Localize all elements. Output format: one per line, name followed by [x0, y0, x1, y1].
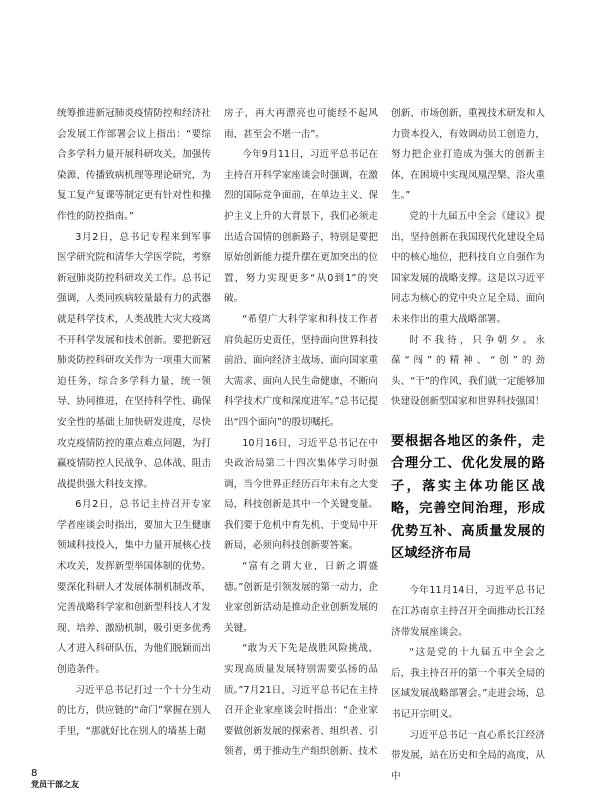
article-column-1 — [57, 104, 211, 742]
paragraph: 统筹推进新冠肺炎疫情防控和经济社会发展工作部署会议上指出：“要综合多学科力量开展科研攻关，加强传染源、传播致病机理等理论研究，为复工复产复课等制定更有针对性和操作性的防控指南。” — [57, 108, 211, 222]
paragraph: 今年9月11日，习近平总书记在主持召开科学家座谈会时强调，在激烈的国际竞争面前，在单边主义、保护主义上升的大背景下，我们必须走出适合国情的创新路子，特别是要把原始创新能力提升摆在更加突出的位置，努力实现更多“从0到1”的突破。 — [224, 149, 378, 305]
paragraph: 时不我待，只争朝夕。永葆“闯”的精神、“创”的劲头、“干”的作风，我们就一定能够加快建设创新型国家和世界科技强国！ — [391, 334, 545, 408]
magazine-name: 党员干部之友 — [31, 779, 79, 789]
article-column-2 — [224, 104, 378, 763]
paragraph: 3月2日，总书记专程来到军事医学研究院和清华大学医学院，考察新冠肺炎防控科研攻关工作。总书记强调，人类同疾病较量最有力的武器就是科学技术，人类战胜大灾大疫离不开科学发展和技术创新。要把新冠肺炎防控科研攻关作为一项重大而紧迫任务，综合多学科力量，统一领导、协同推进，在坚持科学性、确保安全性的基础上加快研发进度，尽快攻克疫情防控的重点难点问题，为打赢疫情防控人民战争、总体战、阻击战提供强大科技支撑。 — [57, 231, 211, 490]
column-3-bottom-text — [391, 581, 545, 787]
paragraph: 党的十九届五中全会《建议》提出，坚持创新在我国现代化建设全局中的核心地位，把科技自立自强作为国家发展的战略支撑。这是以习近平同志为核心的党中央立足全局、面向未来作出的重大战略部署。 — [391, 210, 545, 325]
paragraph: 习近平总书记一直心系长江经济带发展，站在历史和全局的高度，从中 — [391, 729, 545, 782]
paragraph: 创新、市场创新，重视技术研发和人力资本投入，有效调动员工创造力，努力把企业打造成为强大的创新主体，在困境中实现凤凰涅槃、浴火重生。” — [391, 108, 545, 202]
paragraph: 房子，再大再漂亮也可能经不起风雨，甚至会不堪一击”。 — [224, 108, 378, 140]
column-3-top-text — [391, 104, 545, 413]
paragraph: 今年11月14日，习近平总书记在江苏南京主持召开全面推动长江经济带发展座谈会。 — [391, 585, 545, 638]
page-number: 8 — [31, 768, 38, 779]
paragraph: 10月16日，习近平总书记在中央政治局第二十四次集体学习时强调，当今世界正经历百年未有之大变局，科技创新是其中一个关键变量。我们要于危机中育先机、于变局中开新局，必须向科技创新要答案。 — [224, 437, 378, 552]
paragraph: 6月2日，总书记主持召开专家学者座谈会时指出，要加大卫生健康领域科技投入，集中力量开展核心技术攻关，发挥新型举国体制的优势。要深化科研人才发展体制机制改革，完善战略科学家和创新型科技人才发现、培养、激励机制，吸引更多优秀人才进入科研队伍，为他们脱颖而出创造条件。 — [57, 499, 211, 676]
section-heading: 要根据各地区的条件，走合理分工、优化发展的路子，落实主体功能区战略，完善空间治理，形成优势互补、高质量发展的区域经济布局 — [391, 433, 545, 561]
article-column-3 — [391, 104, 545, 787]
paragraph: “敢为天下先是战胜风险挑战、实现高质量发展特别需要弘扬的品质。”7月21日，习近平总书记在主持召开企业家座谈会时指出：“企业家要做创新发展的探索者、组织者、引领者，勇于推动生产组织创新、技术 — [224, 643, 378, 758]
paragraph: 习近平总书记打过一个十分生动的比方，供应链的“命门”掌握在别人手里，“那就好比在别人的墙基上砌 — [57, 684, 211, 737]
paragraph: “这是党的十九届五中全会之后，我主持召开的第一个事关全局的区域发展战略部署会。”走进会场，总书记开宗明义。 — [391, 647, 545, 720]
paragraph: “富有之谓大业，日新之谓盛德。”创新是引领发展的第一动力，企业家创新活动是推动企业创新发展的关键。 — [224, 561, 378, 634]
paragraph: “希望广大科学家和科技工作者肩负起历史责任，坚持面向世界科技前沿、面向经济主战场、面向国家重大需求、面向人民生命健康，不断向科学技术广度和深度进军。”总书记提出“四个面向”的殷切嘱托。 — [224, 313, 378, 428]
page-footer — [31, 768, 79, 789]
